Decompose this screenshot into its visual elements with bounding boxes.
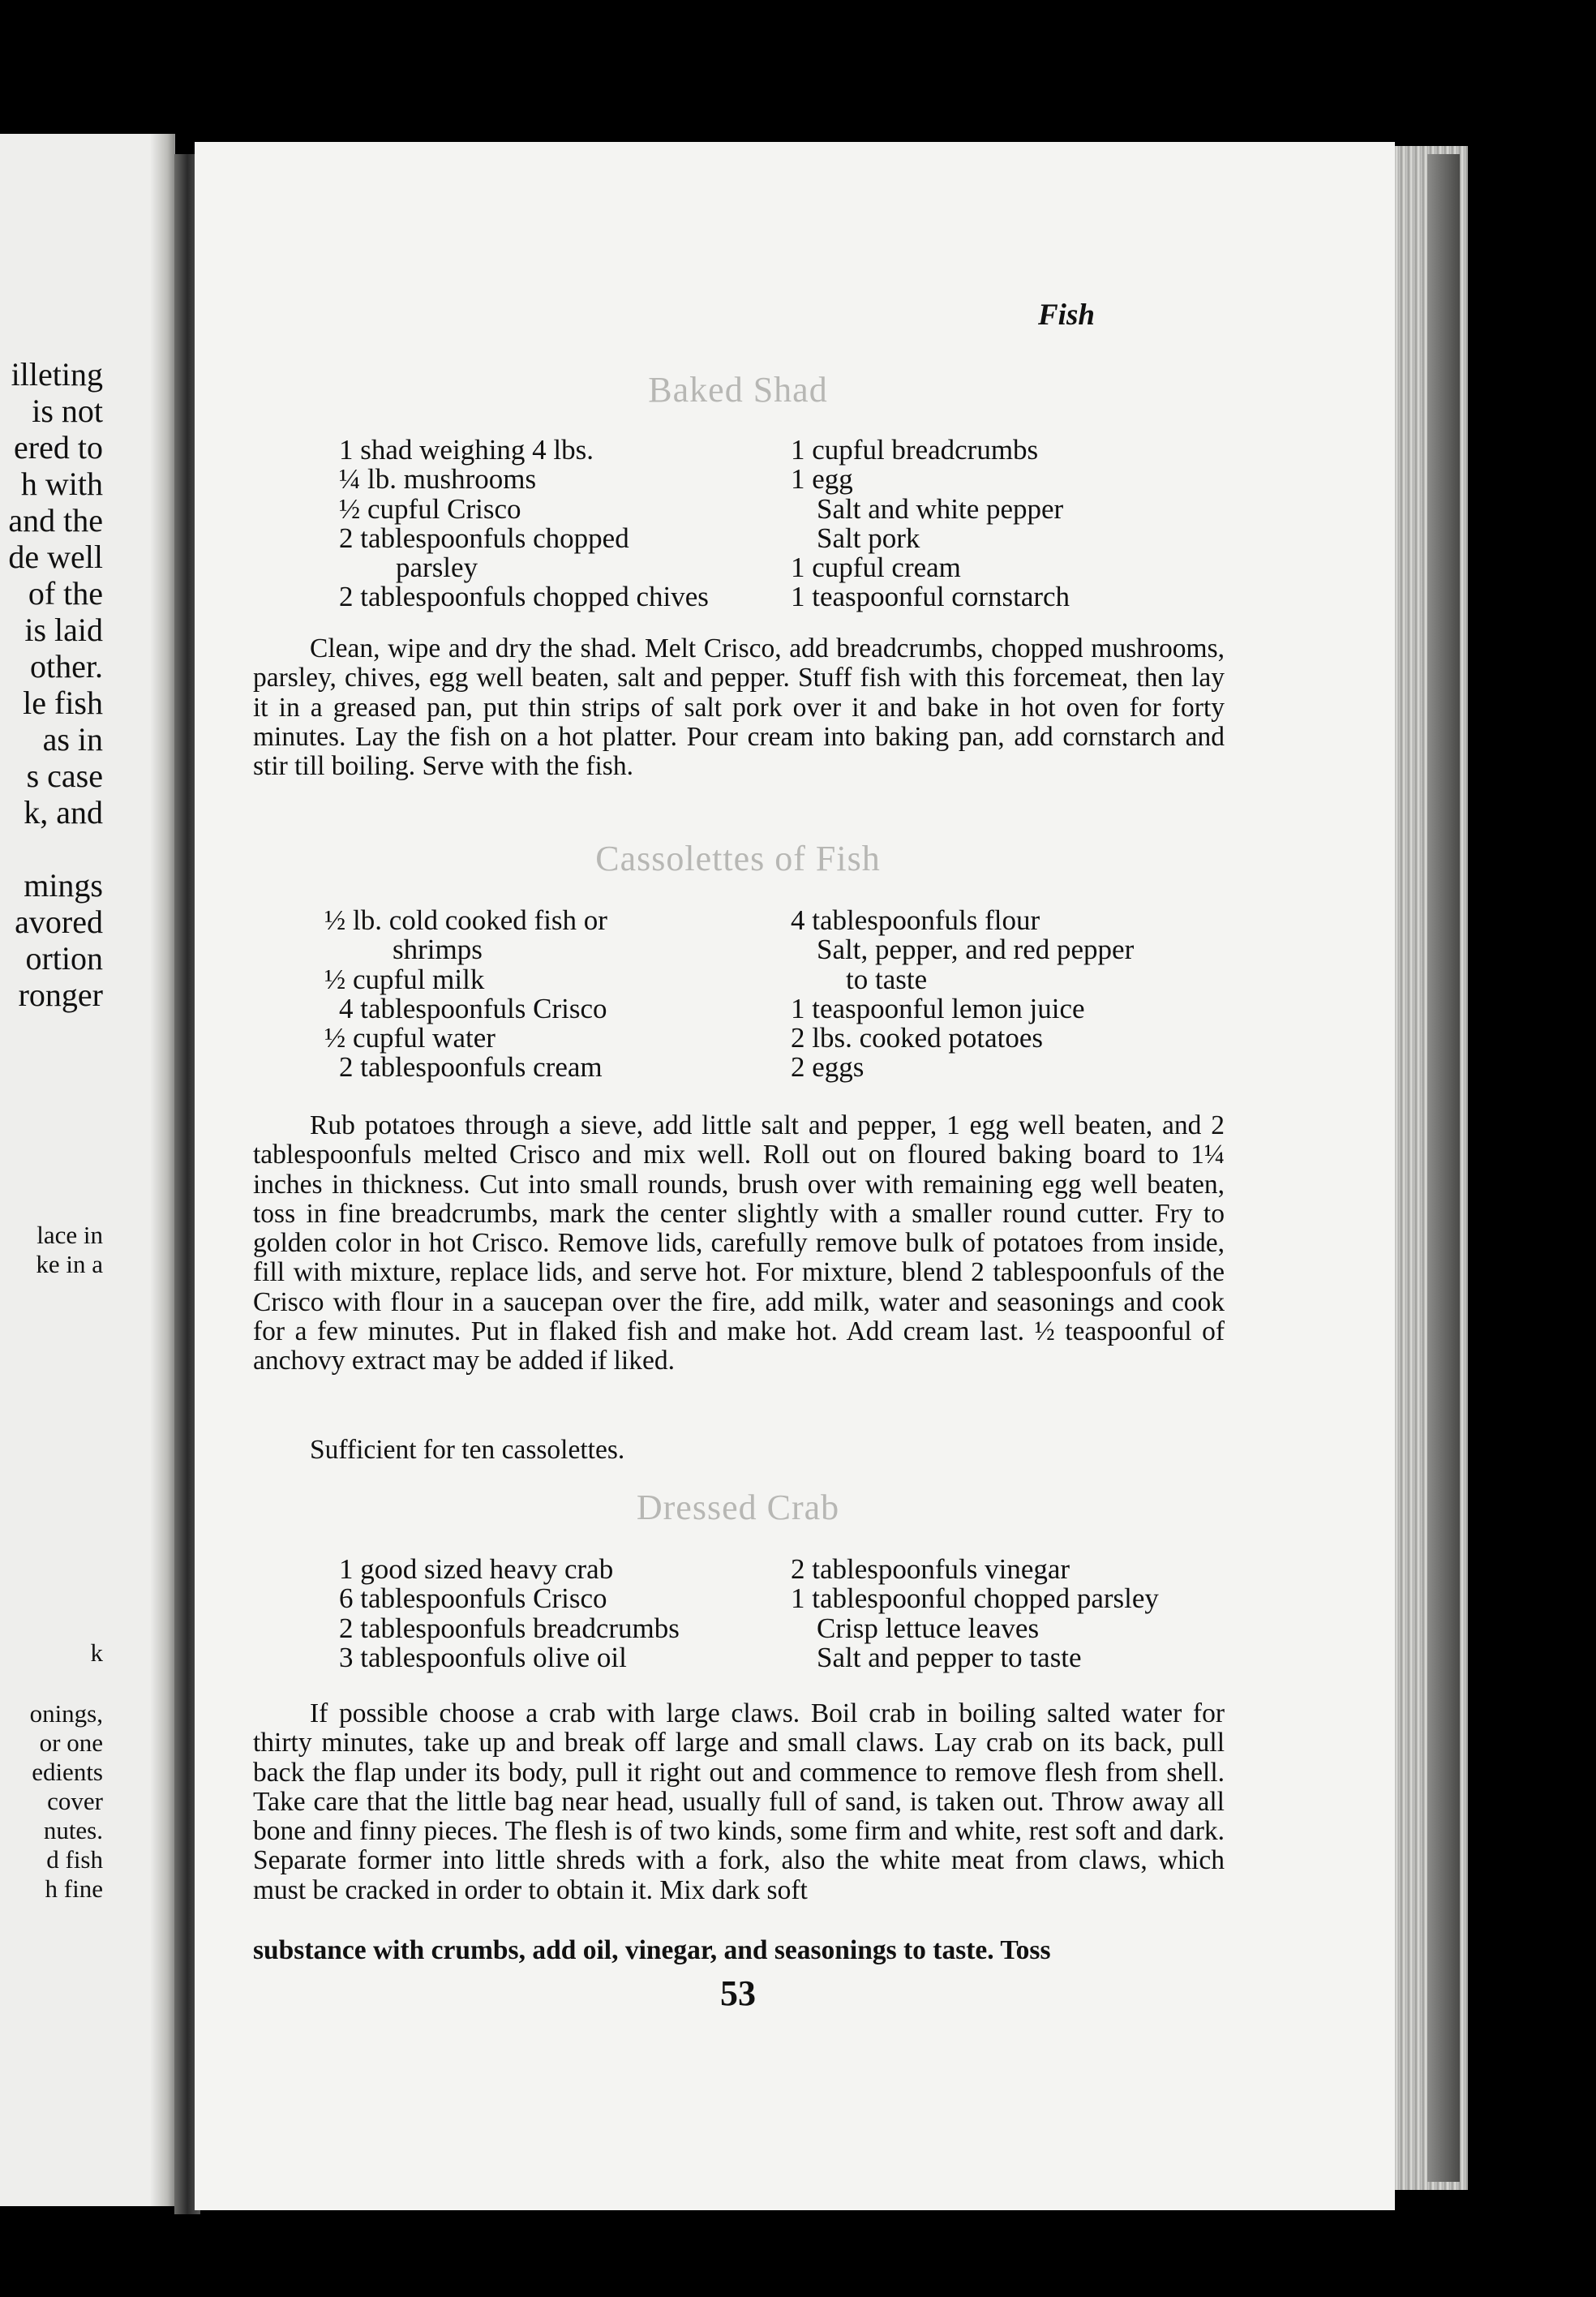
ingredient: 1 teaspoonful cornstarch: [791, 581, 1070, 613]
left-line: h fine: [45, 1874, 103, 1903]
ingredients-right: [791, 906, 1134, 1083]
page-number: 53: [720, 1973, 756, 2013]
ingredient: 2 tablespoonfuls vinegar: [791, 1553, 1070, 1585]
ingredient: ½ cupful water: [324, 1022, 496, 1054]
left-facing-page: [0, 134, 175, 2206]
ingredient: 1 shad weighing 4 lbs.: [339, 434, 594, 466]
recipe-paragraph: substance with crumbs, add oil, vinegar, and seasonings to taste. Toss: [253, 1935, 1051, 1965]
ingredient: Salt, pepper, and red pepper: [817, 934, 1135, 966]
left-line: of the: [28, 575, 103, 612]
ingredient: 1 egg: [791, 463, 853, 496]
left-line: lace in: [36, 1221, 103, 1249]
left-line: onings,: [29, 1699, 103, 1728]
left-line: as in: [42, 721, 103, 758]
left-line: mings: [24, 867, 103, 904]
left-line: edients: [32, 1758, 103, 1786]
left-line: ronger: [18, 977, 103, 1013]
ingredient: 2 tablespoonfuls cream: [339, 1051, 603, 1084]
ingredient: parsley: [396, 552, 478, 584]
ingredient: ¼ lb. mushrooms: [339, 463, 537, 496]
ingredient: 1 teaspoonful lemon juice: [791, 992, 1085, 1024]
ingredient: 4 tablespoonfuls flour: [791, 904, 1040, 936]
ingredient: 1 tablespoonful chopped parsley: [791, 1582, 1159, 1615]
ingredients-left: [324, 906, 607, 1083]
ingredient: 2 tablespoonfuls chopped chives: [339, 581, 709, 613]
left-line: s case: [26, 758, 103, 794]
ingredient: shrimps: [393, 934, 483, 966]
left-page-gutter: [150, 134, 174, 2206]
left-line: ortion: [25, 940, 103, 977]
left-line: cover: [47, 1787, 103, 1815]
recipe-title: Dressed Crab: [636, 1488, 840, 1527]
left-line: avored: [15, 904, 103, 940]
ingredients-right: [791, 1555, 1159, 1672]
left-line: ered to: [14, 429, 103, 466]
ingredient: 4 tablespoonfuls Crisco: [339, 992, 607, 1024]
ingredient: 2 lbs. cooked potatoes: [791, 1022, 1044, 1054]
left-line: k, and: [24, 794, 103, 831]
left-line: k: [90, 1638, 103, 1667]
ingredients-left: [339, 1555, 680, 1672]
ingredient: to taste: [846, 963, 928, 995]
ingredient: 2 tablespoonfuls breadcrumbs: [339, 1612, 680, 1644]
recipe-title: Baked Shad: [648, 370, 828, 410]
ingredient: Salt and pepper to taste: [817, 1641, 1082, 1673]
ingredient: 1 cupful breadcrumbs: [791, 434, 1039, 466]
ingredient: 1 good sized heavy crab: [339, 1553, 614, 1585]
running-head: Fish: [1038, 298, 1095, 332]
recipe-paragraph: If possible choose a crab with large claws. Boil crab in boiling salted water for thirty minutes, take up and break off large and small claws. Lay crab on its back, pull back the flap under its body, pull it right out and commence to remove flesh from shell. Take care that the little bag near head, usually full of sand, is taken out. Throw away all bone and finny pieces. The flesh is of two kinds, some firm and white, rest soft and dark. Separate former into little shreds with a fork, also the white meat from claws, which must be cracked in order to obtain it. Mix dark soft: [253, 1698, 1225, 1905]
recipe-title: Cassolettes of Fish: [595, 839, 881, 878]
left-line: or one: [39, 1728, 103, 1757]
book-cover-edge: [1427, 154, 1460, 2182]
left-line: de well: [8, 539, 103, 575]
ingredient: 1 cupful cream: [791, 552, 961, 584]
ingredients-left: [339, 436, 709, 612]
left-line: nutes.: [43, 1816, 103, 1844]
left-line: d fish: [46, 1845, 103, 1874]
left-line: is not: [32, 393, 103, 429]
left-line: illeting: [11, 356, 103, 393]
ingredient: ½ cupful milk: [324, 963, 485, 995]
ingredient: Salt and white pepper: [817, 492, 1064, 525]
ingredient: 6 tablespoonfuls Crisco: [339, 1582, 607, 1615]
recipe-paragraph: Rub potatoes through a sieve, add little salt and pepper, 1 egg well beaten, and 2 tablespoonfuls melted Crisco and mix well. Roll out on floured baking board to 1¼ inches in thickness. Cut into small rounds, brush over with remaining egg well beaten, toss in fine breadcrumbs, mark the center slightly with a smaller round cutter. Fry to golden color in hot Crisco. Remove lids, carefully remove bulk of potatoes from inside, fill with mixture, replace lids, and serve hot. For mixture, blend 2 tablespoonfuls of the Crisco with flour in a saucepan over the fire, add milk, water and seasonings and cook for a few minutes. Put in flaked fish and make hot. Add cream last. ½ teaspoonful of anchovy extract may be added if liked.: [253, 1110, 1225, 1376]
ingredient: 3 tablespoonfuls olive oil: [339, 1641, 627, 1673]
ingredient: Salt pork: [817, 522, 920, 554]
ingredient: 2 tablespoonfuls chopped: [339, 522, 629, 554]
recipe-paragraph: Sufficient for ten cassolettes.: [310, 1435, 625, 1465]
ingredients-right: [791, 436, 1070, 612]
left-line: and the: [8, 502, 103, 539]
left-line: is laid: [24, 612, 103, 648]
left-line: other.: [30, 648, 103, 685]
recipe-paragraph: Clean, wipe and dry the shad. Melt Crisco, add breadcrumbs, chopped mushrooms, parsley, chives, egg well beaten, salt and pepper. Stuff fish with this forcemeat, then lay it in a greased pan, put thin strips of salt pork over it and bake in hot oven for forty minutes. Lay the fish on a hot platter. Pour cream into baking pan, add cornstarch and stir till boiling. Serve with the fish.: [253, 633, 1225, 782]
ingredient: Crisp lettuce leaves: [817, 1612, 1040, 1644]
ingredient: ½ lb. cold cooked fish or: [324, 904, 607, 936]
left-line: le fish: [23, 685, 103, 721]
ingredient: ½ cupful Crisco: [339, 492, 521, 525]
left-line: ke in a: [36, 1250, 103, 1278]
left-line: h with: [20, 466, 103, 502]
ingredient: 2 eggs: [791, 1051, 865, 1084]
